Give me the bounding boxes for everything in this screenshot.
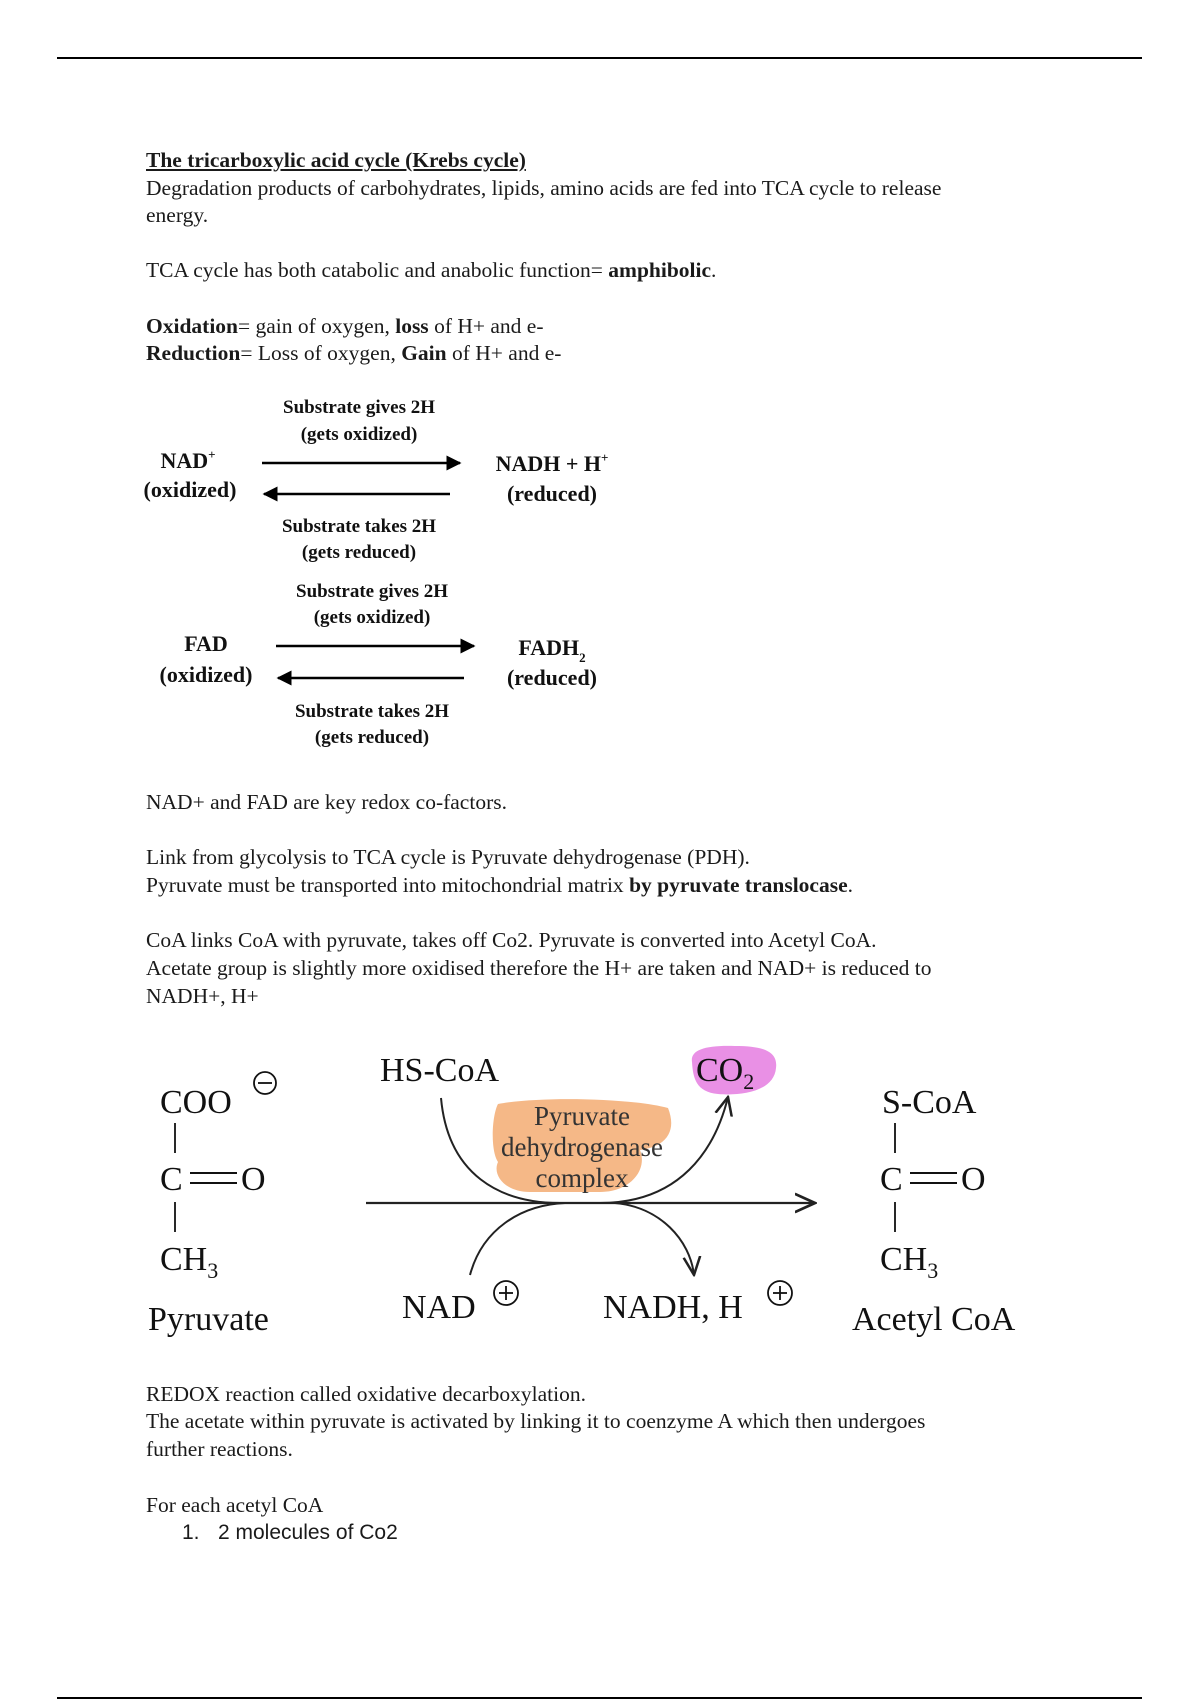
pyruvate-carbonyl-c: C xyxy=(160,1161,183,1198)
enzyme-label-2: dehydrogenase xyxy=(501,1132,663,1162)
link-translocase: Pyruvate must be transported into mitochondrial matrix by pyruvate translocase. xyxy=(146,873,854,897)
nad-takes-sub: (gets reduced) xyxy=(301,542,417,563)
nadh-reduced-state: (reduced) xyxy=(506,481,598,506)
fad-oxidized-state: (oxidized) xyxy=(159,662,253,687)
fadh2-reduced-state: (reduced) xyxy=(506,665,598,690)
nad-oxidized-state: (oxidized) xyxy=(143,477,237,502)
acetate-paragraph-2: further reactions. xyxy=(146,1437,293,1461)
bottom-rule xyxy=(57,1697,1142,1699)
redox-name: REDOX reaction called oxidative decarboxylation. xyxy=(146,1382,586,1406)
pyruvate-carboxylate: COO xyxy=(160,1084,232,1121)
pyruvate-methyl: $CH_3$ xyxy=(160,1241,219,1283)
nad-in-curve xyxy=(470,1203,565,1275)
fadh2-reduced-label: $FADH_2$ xyxy=(518,635,586,665)
paragraph-amphibolic: TCA cycle has both catabolic and anabolic function= amphibolic. xyxy=(146,258,717,282)
nadh-reduced-label: NADH + H+ xyxy=(495,450,609,476)
enzyme-label-1: Pyruvate xyxy=(534,1101,630,1131)
acetyl-carbonyl-c: C xyxy=(880,1161,903,1198)
fad-takes-label: Substrate takes 2H xyxy=(294,701,450,722)
acetyl-methyl: $CH_3$ xyxy=(880,1241,939,1283)
acetyl-thioester: S-CoA xyxy=(882,1084,977,1121)
fad-oxidized-label: FAD xyxy=(184,631,228,656)
acetyl-name: Acetyl CoA xyxy=(852,1301,1016,1338)
page-heading: The tricarboxylic acid cycle (Krebs cycle) xyxy=(146,148,526,172)
nadh-out-curve xyxy=(615,1203,694,1275)
list-item: 1. 2 molecules of Co2 xyxy=(182,1521,398,1544)
each-acetyl-heading: For each acetyl CoA xyxy=(146,1493,324,1517)
pyruvate-carbonyl-o: O xyxy=(241,1161,266,1198)
fad-gives-sub: (gets oxidized) xyxy=(313,607,431,628)
nad-gives-label: Substrate gives 2H xyxy=(283,397,435,418)
coa-paragraph-2: Acetate group is slightly more oxidised therefore the H+ are taken and NAD+ is reduced to xyxy=(146,956,932,980)
nad-label: NAD xyxy=(402,1289,476,1326)
nad-gives-sub: (gets oxidized) xyxy=(300,424,418,445)
coa-paragraph-3: NADH+, H+ xyxy=(146,984,259,1008)
co2-label: $CO_2$ xyxy=(696,1052,755,1094)
acetate-paragraph-1: The acetate within pyruvate is activated by linking it to coenzyme A which then undergoes xyxy=(146,1409,926,1433)
fad-takes-sub: (gets reduced) xyxy=(314,727,430,748)
paragraph-intro: Degradation products of carbohydrates, lipids, amino acids are fed into TCA cycle to release xyxy=(146,176,942,200)
acetyl-carbonyl-o: O xyxy=(961,1161,986,1198)
paragraph-intro-cont: energy. xyxy=(146,203,209,227)
nadh-label: NADH, H xyxy=(603,1289,743,1326)
oxidation-definition: Oxidation= gain of oxygen, loss of H+ and e- xyxy=(146,314,544,338)
link-pdh: Link from glycolysis to TCA cycle is Pyruvate dehydrogenase (PDH). xyxy=(146,845,750,869)
enzyme-label-3: complex xyxy=(535,1163,629,1193)
nad-takes-label: Substrate takes 2H xyxy=(281,516,437,537)
nad-oxidized-label: NAD+ xyxy=(160,447,216,473)
cofactors-note: NAD+ and FAD are key redox co-factors. xyxy=(146,790,507,814)
coa-paragraph-1: CoA links CoA with pyruvate, takes off Co2. Pyruvate is converted into Acetyl CoA. xyxy=(146,928,877,952)
fad-gives-label: Substrate gives 2H xyxy=(296,581,448,602)
pyruvate-name: Pyruvate xyxy=(148,1301,269,1338)
reduction-definition: Reduction= Loss of oxygen, Gain of H+ and e- xyxy=(146,341,562,365)
hscoa-label: HS-CoA xyxy=(380,1052,500,1089)
